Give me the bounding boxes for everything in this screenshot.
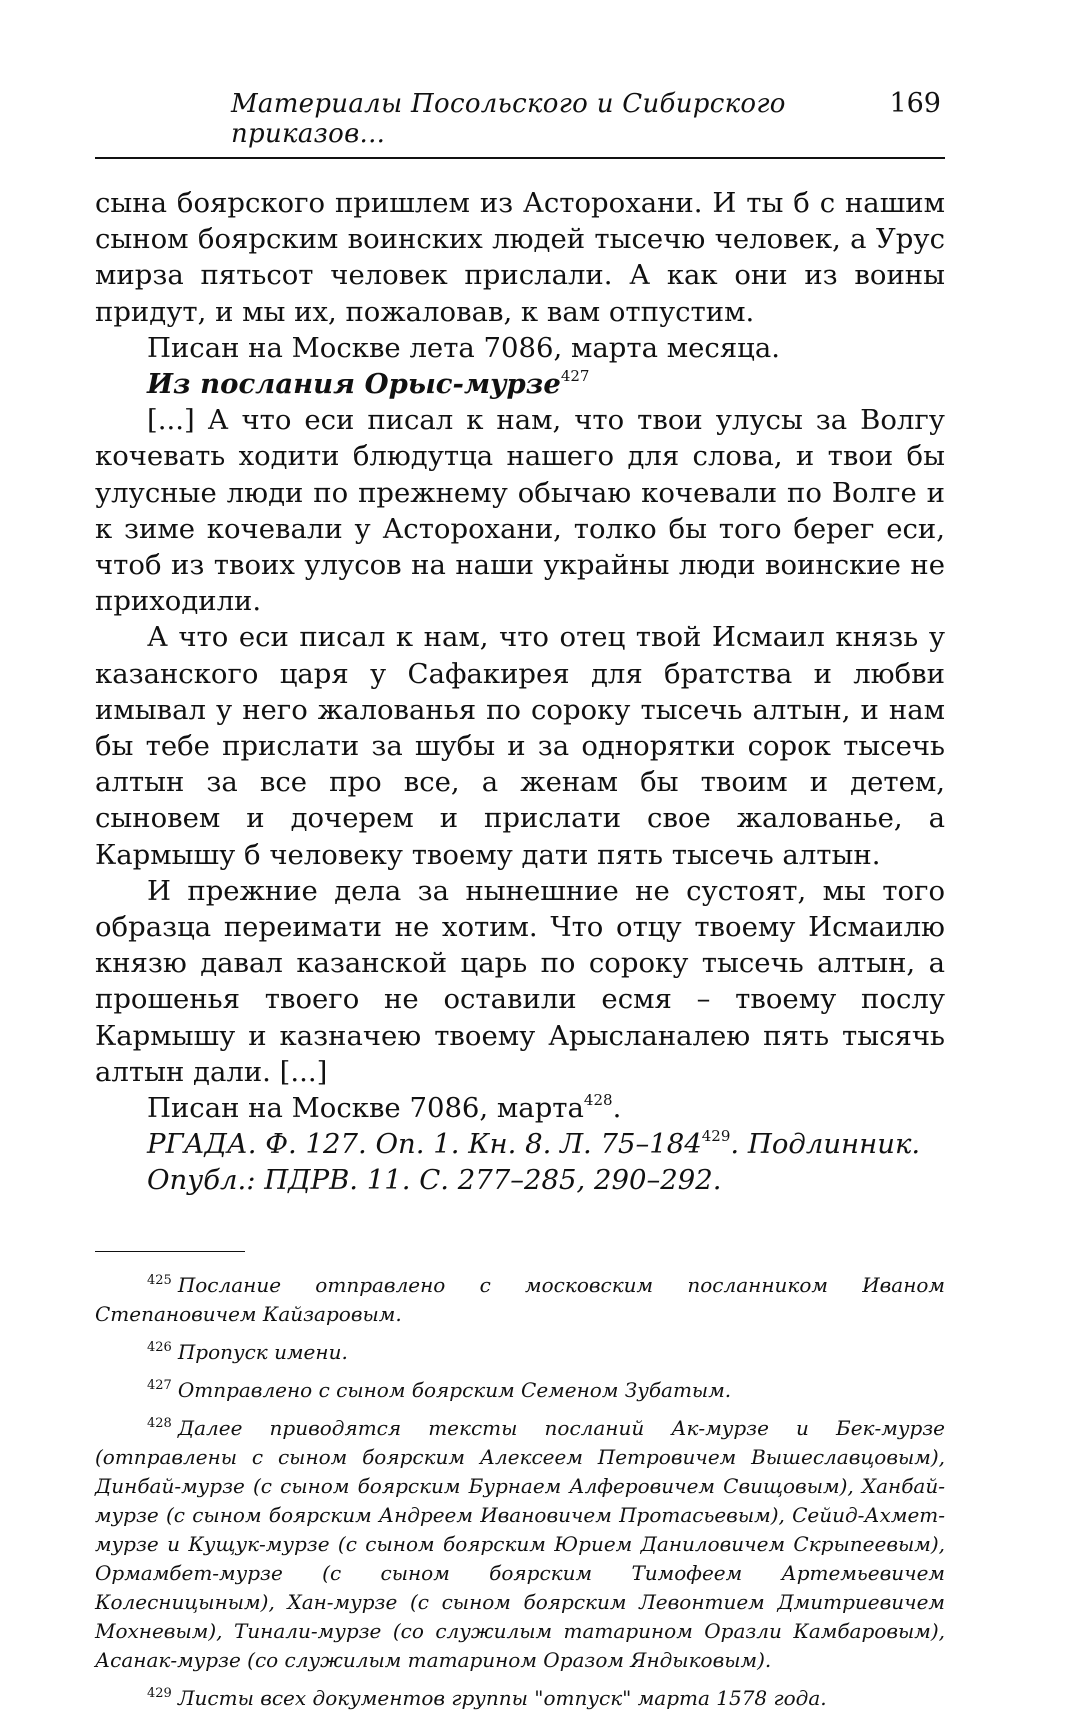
paragraph-continuation: сына боярского пришлем из Асторохани. И ты б с нашим сыном боярским воинских людей тысечю человек, а Урус мирза пятьсот человек прислали. А как они из воины придут, и мы их, пожаловав, к вам отпустим.	[95, 187, 945, 328]
footnote-ref-427: 427	[560, 367, 590, 386]
footnote-ref-428: 428	[583, 1091, 613, 1110]
running-title: Материалы Посольского и Сибирского приказов...	[231, 89, 786, 149]
section-heading-text: Из послания Орыс-мурзе	[147, 368, 561, 401]
footnote-number: 425	[147, 1272, 172, 1288]
footnote-number: 427	[147, 1377, 172, 1393]
footnote-number: 428	[147, 1415, 172, 1431]
footnotes	[95, 1266, 945, 1713]
archive-reference-text: РГАДА. Ф. 127. Оп. 1. Кн. 8. Л. 75–184	[147, 1128, 702, 1161]
footnote-divider	[95, 1251, 245, 1252]
footnote-text: Послание отправлено с московским посланником Иваном Степановичем Кайзаровым.	[95, 1272, 945, 1326]
footnote	[95, 1409, 945, 1675]
footnote-ref-429: 429	[701, 1127, 731, 1146]
footnote-text: Листы всех документов группы "отпуск" марта 1578 года.	[177, 1685, 827, 1710]
date-line-1: Писан на Москве лета 7086, марта месяца.	[147, 331, 780, 364]
section-heading	[95, 366, 945, 402]
running-header	[95, 88, 945, 159]
footnote	[95, 1679, 945, 1713]
footnote	[95, 1333, 945, 1367]
paragraph-2: А что еси писал к нам, что отец твой Исмаил князь у казанского царя у Сафакирея для братства и любви имывал у него жалованья по сороку тысечь алтын, и нам бы тебе прислати за шубы и за однорятки сорок тысечь алтын за все про все, а женам бы твоим и детем, сыновем и дочерем и прислати свое жалованье, а Кармышу б человеку твоему дати пять тысечь алтын.	[95, 621, 945, 871]
footnote-text: Далее приводятся тексты посланий Ак-мурзе и Бек-мурзе (отправлены с сыном боярским Алексеем Петровичем Вышеславцовым), Динбай-мурзе (с сыном боярским Бурнаем Алферовичем Свищовым), Ханбай-мурзе (с сыном боярским Андреем Ивановичем Протасьевым), Сейид-Ахмет-мурзе и Кущук-мурзе (с сыном боярским Юрием Даниловичем Скрыпеевым), Ормамбет-мурзе (с сыном боярским Тимофеем Артемьевичем Колесницыным), Хан-мурзе (с сыном боярским Левонтием Дмитриевичем Мохневым), Тинали-мурзе (со служилым татарином Оразли Камбаровым), Асанак-мурзе (со служилым татарином Оразом Яндыковым).	[95, 1415, 945, 1672]
footnote	[95, 1266, 945, 1329]
date-line-2-end: .	[612, 1092, 622, 1125]
page	[95, 88, 945, 1717]
archive-reference-end: . Подлинник.	[730, 1128, 921, 1161]
paragraph-1: [...] А что еси писал к нам, что твои улусы за Волгу кочевать ходити блюдутца нашего для слова, и твои бы улусные люди по прежнему обычаю кочевали по Волге и к зиме кочевали у Асторохани, толко бы того берег еси, чтоб из твоих улусов на наши украйны люди воинские не приходили.	[95, 404, 945, 618]
footnote-text: Отправлено с сыном боярским Семеном Зубатым.	[177, 1377, 732, 1402]
footnote-text: Пропуск имени.	[177, 1339, 348, 1364]
date-line-2	[95, 1090, 945, 1126]
footnote	[95, 1371, 945, 1405]
archive-reference	[95, 1126, 945, 1162]
footnote-number: 429	[147, 1685, 172, 1701]
paragraph-3: И прежние дела за нынешние не сустоят, мы того образца переимати не хотим. Что отцу твоему Исмаилю князю давал казанской царь по сороку тысечь алтын, а прошенья твоего не оставили есмя – твоему послу Кармышу и казначею твоему Арысланалею пять тысячь алтын дали. [...]	[95, 874, 945, 1088]
publication-reference: Опубл.: ПДРВ. 11. С. 277–285, 290–292.	[147, 1164, 722, 1197]
footnote-number: 426	[147, 1339, 172, 1355]
date-line-2-text: Писан на Москве 7086, марта	[147, 1092, 584, 1125]
page-number: 169	[889, 88, 941, 119]
main-text	[95, 185, 945, 1199]
